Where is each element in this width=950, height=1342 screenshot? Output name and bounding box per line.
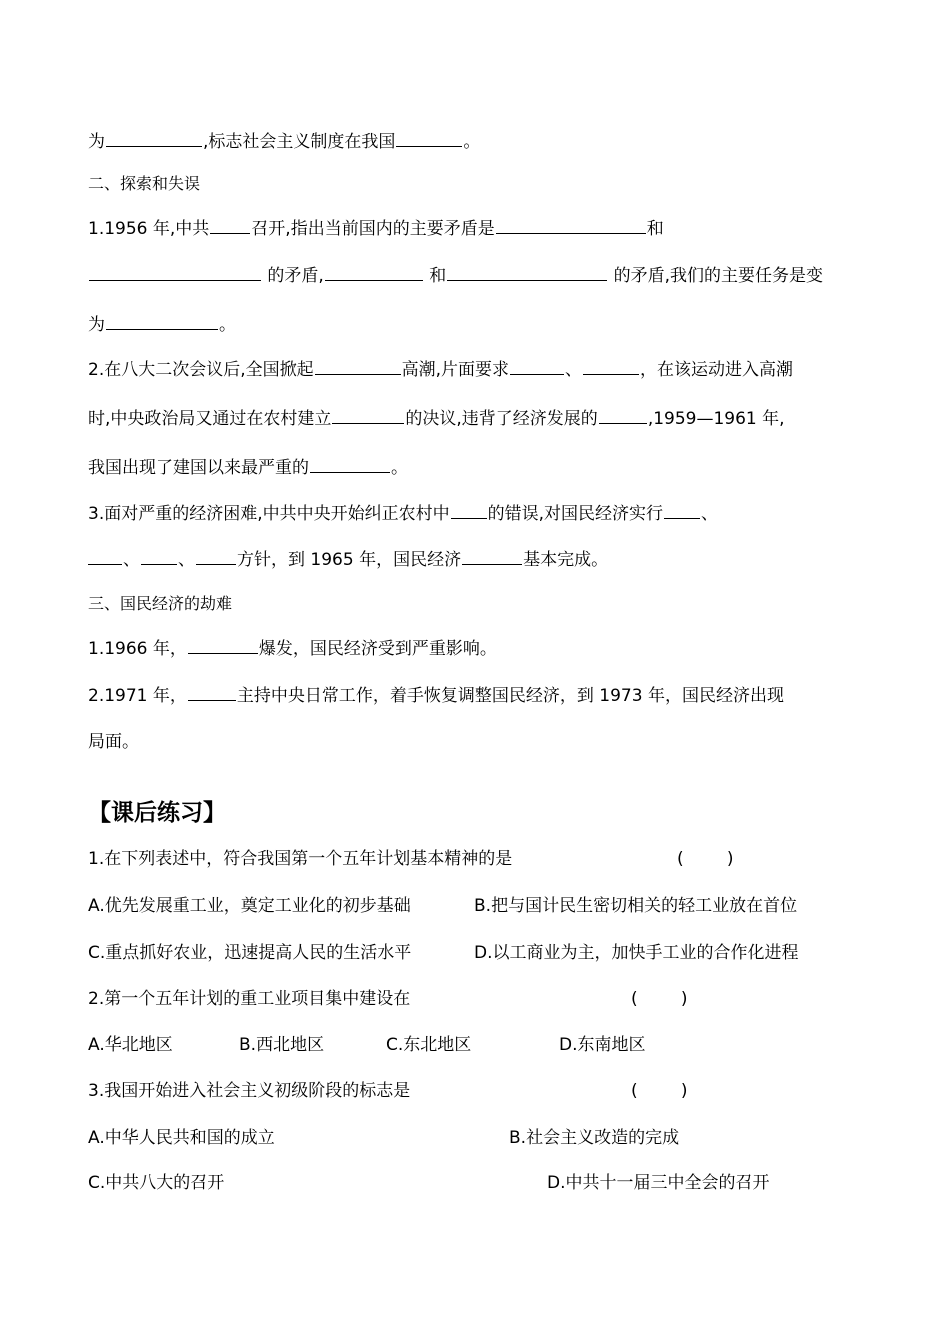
text: 我国出现了建国以来最严重的 (88, 458, 309, 478)
text: 的矛盾, (267, 266, 324, 286)
text: 、 (701, 504, 719, 524)
exercise-2-question: 2.第一个五年计划的重工业项目集中建设在 (88, 989, 411, 1009)
blank (496, 215, 646, 234)
exercise-2-option-b: B.西北地区 (239, 1035, 325, 1055)
blank (332, 405, 404, 424)
blank (188, 682, 236, 701)
text: 时,中央政治局又通过在农村建立 (88, 409, 332, 429)
blank (447, 262, 607, 281)
text: 。 (219, 315, 236, 335)
question-2-line-1 (88, 356, 793, 382)
text: 和 (646, 219, 664, 239)
exercise-2-option-c: C.东北地区 (386, 1035, 472, 1055)
exercise-1-option-a: A.优先发展重工业，奠定工业化的初步基础 (88, 896, 411, 916)
text: 的错误,对国民经济实行 (487, 504, 664, 524)
text: 高潮,片面要求 (401, 360, 510, 380)
exercise-1-question: 1.在下列表述中，符合我国第一个五年计划基本精神的是 (88, 849, 513, 869)
fill-line-0 (88, 128, 480, 154)
blank (310, 454, 390, 473)
blank (664, 500, 700, 519)
text: 召开,指出当前国内的主要矛盾是 (251, 219, 495, 239)
exercise-1-option-b: B.把与国计民生密切相关的轻工业放在首位 (474, 896, 798, 916)
text: 基本完成。 (523, 550, 609, 570)
text: 方针，到 1965 年，国民经济 (237, 550, 462, 570)
text: 、 (565, 360, 583, 380)
blank (462, 546, 522, 565)
text: 、 (178, 550, 195, 570)
question-1-line-3 (88, 311, 236, 337)
blank (188, 635, 258, 654)
exercise-3-option-a: A.中华人民共和国的成立 (88, 1128, 275, 1148)
text: ,标志社会主义制度在我国 (203, 132, 396, 152)
question-5-line-1 (88, 682, 784, 708)
question-1-line-1 (88, 215, 664, 241)
blank (451, 500, 487, 519)
text: 3.面对严重的经济困难,中共中央开始纠正农村中 (88, 504, 450, 524)
exercise-3-question: 3.我国开始进入社会主义初级阶段的标志是 (88, 1081, 411, 1101)
blank (396, 128, 462, 147)
question-3-line-2 (88, 546, 608, 572)
blank (89, 262, 261, 281)
exercise-heading: 【课后练习】 (88, 800, 226, 826)
question-4 (88, 635, 497, 661)
blank (196, 546, 236, 565)
text: ,1959—1961 年, (647, 409, 785, 429)
text: 1.1956 年,中共 (88, 219, 210, 239)
question-5-line-2: 局面。 (88, 732, 139, 752)
exercise-1-option-d: D.以工商业为主，加快手工业的合作化进程 (474, 943, 799, 963)
text: 、 (123, 550, 140, 570)
blank (325, 262, 423, 281)
question-1-line-2 (88, 262, 823, 288)
answer-paren: ( ) (677, 849, 734, 869)
text: 主持中央日常工作，着手恢复调整国民经济，到 1973 年，国民经济出现 (236, 686, 784, 706)
exercise-3-option-d: D.中共十一届三中全会的召开 (547, 1173, 770, 1193)
blank (210, 215, 250, 234)
text: ，在该运动进入高潮 (640, 360, 794, 380)
blank (106, 311, 218, 330)
text: 的决议,违背了经济发展的 (405, 409, 598, 429)
question-2-line-3 (88, 454, 408, 480)
blank (106, 128, 202, 147)
exercise-2-option-d: D.东南地区 (559, 1035, 646, 1055)
blank (510, 356, 564, 375)
exercise-3-option-c: C.中共八大的召开 (88, 1173, 225, 1193)
text: 1.1966 年， (88, 639, 187, 659)
blank (88, 546, 122, 565)
exercise-2-option-a: A.华北地区 (88, 1035, 173, 1055)
question-2-line-2 (88, 405, 785, 431)
section-heading-3: 三、国民经济的劫难 (88, 594, 233, 613)
text: 和 (429, 266, 447, 286)
blank (583, 356, 639, 375)
text: 为 (88, 315, 105, 335)
text: 为 (88, 132, 105, 152)
question-3-line-1 (88, 500, 718, 526)
section-heading-2: 二、探索和失误 (88, 174, 201, 193)
text: 2.在八大二次会议后,全国掀起 (88, 360, 314, 380)
blank (599, 405, 647, 424)
text: 爆发，国民经济受到严重影响。 (258, 639, 497, 659)
blank (141, 546, 177, 565)
answer-paren: ( ) (631, 1081, 688, 1101)
exercise-3-option-b: B.社会主义改造的完成 (509, 1128, 680, 1148)
blank (315, 356, 401, 375)
text: 。 (463, 132, 481, 152)
text: 。 (391, 458, 408, 478)
text: 2.1971 年， (88, 686, 187, 706)
text: 的矛盾,我们的主要任务是变 (613, 266, 824, 286)
exercise-1-option-c: C.重点抓好农业，迅速提高人民的生活水平 (88, 943, 412, 963)
answer-paren: ( ) (631, 989, 688, 1009)
